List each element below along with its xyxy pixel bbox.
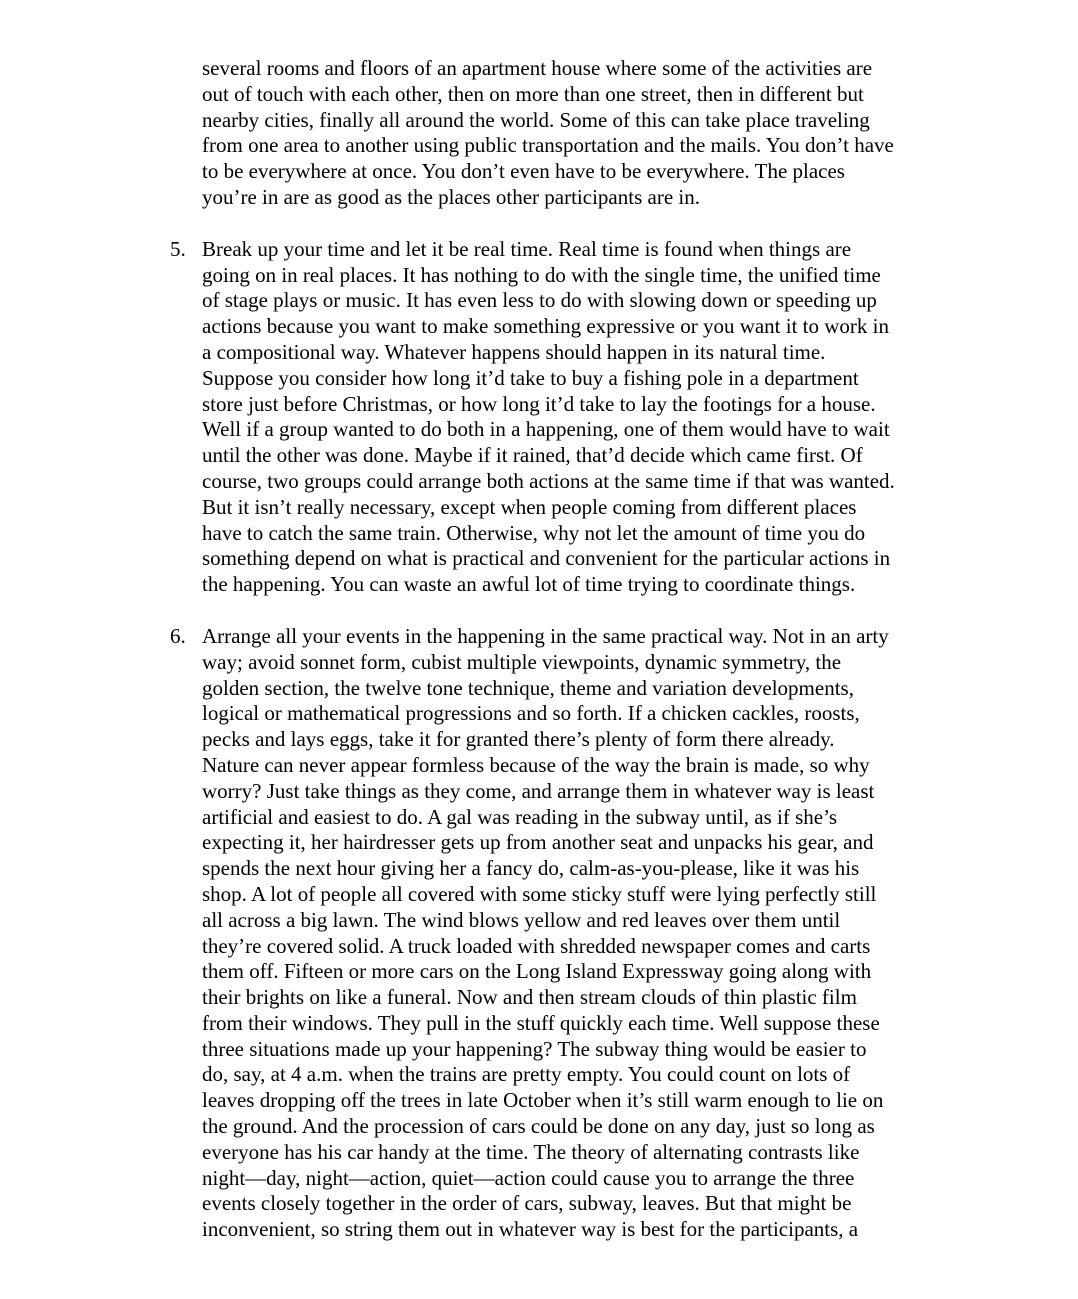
text-line: nearby cities, finally all around the world. Some of this can take place traveling bbox=[202, 107, 870, 132]
text-line: have to catch the same train. Otherwise, why not let the amount of time you do bbox=[202, 520, 866, 545]
text-line: out of touch with each other, then on more than one street, then in different but bbox=[202, 81, 864, 106]
text-line: until the other was done. Maybe if it rained, that’d decide which came first. Of bbox=[202, 443, 863, 468]
text-line: shop. A lot of people all covered with some sticky stuff were lying perfectly still bbox=[202, 881, 877, 906]
list-item-5-text bbox=[202, 237, 1030, 598]
text-line: Arrange all your events in the happening in the same practical way. Not in an arty bbox=[202, 623, 889, 648]
text-line: pecks and lays eggs, take it for granted there’s plenty of form there already. bbox=[202, 727, 835, 752]
list-item-6-text bbox=[202, 624, 1030, 1243]
list-item-5 bbox=[170, 237, 1030, 598]
text-line: several rooms and floors of an apartment house where some of the activities are bbox=[202, 56, 873, 80]
text-line: going on in real places. It has nothing to do with the single time, the unified time bbox=[202, 262, 881, 287]
text-line: events closely together in the order of cars, subway, leaves. But that might be bbox=[202, 1191, 852, 1216]
text-line: from one area to another using public transportation and the mails. You don’t have bbox=[202, 133, 894, 158]
text-line: Well if a group wanted to do both in a happening, one of them would have to wait bbox=[202, 417, 890, 442]
text-line: them off. Fifteen or more cars on the Long Island Expressway going along with bbox=[202, 959, 872, 984]
text-line: they’re covered solid. A truck loaded with shredded newspaper comes and carts bbox=[202, 933, 871, 958]
text-line: the ground. And the procession of cars could be done on any day, just so long as bbox=[202, 1114, 875, 1139]
text-line: store just before Christmas, or how long it’d take to lay the footings for a house. bbox=[202, 391, 876, 416]
text-line: their brights on like a funeral. Now and then stream clouds of thin plastic film bbox=[202, 985, 857, 1010]
text-line: logical or mathematical progressions and so forth. If a chicken cackles, roosts, bbox=[202, 701, 860, 726]
text-line: course, two groups could arrange both actions at the same time if that was wanted. bbox=[202, 468, 895, 493]
text-line: everyone has his car handy at the time. The theory of alternating contrasts like bbox=[202, 1139, 860, 1164]
text-line: expecting it, her hairdresser gets up from another seat and unpacks his gear, and bbox=[202, 830, 874, 855]
text-line: golden section, the twelve tone technique, theme and variation developments, bbox=[202, 675, 854, 700]
text-line: three situations made up your happening? The subway thing would be easier to bbox=[202, 1036, 867, 1061]
text-line: all across a big lawn. The wind blows yellow and red leaves over them until bbox=[202, 907, 841, 932]
text-line: a compositional way. Whatever happens should happen in its natural time. bbox=[202, 339, 826, 364]
text-line: something depend on what is practical and convenient for the particular actions in bbox=[202, 546, 891, 571]
text-line: leaves dropping off the trees in late October when it’s still warm enough to lie on bbox=[202, 1088, 884, 1113]
text-line: from their windows. They pull in the stuff quickly each time. Well suppose these bbox=[202, 1010, 880, 1035]
text-line: of stage plays or music. It has even less to do with slowing down or speeding up bbox=[202, 288, 877, 313]
list-item-6 bbox=[170, 624, 1030, 1243]
text-line: Suppose you consider how long it’d take to buy a fishing pole in a department bbox=[202, 365, 859, 390]
text-line: you’re in are as good as the places other participants are in. bbox=[202, 184, 700, 209]
text-line: night—day, night—action, quiet—action could cause you to arrange the three bbox=[202, 1165, 855, 1190]
text-line: inconvenient, so string them out in whatever way is best for the participants, a bbox=[202, 1217, 859, 1242]
text-line: Nature can never appear formless because of the way the brain is made, so why bbox=[202, 752, 870, 777]
text-line: way; avoid sonnet form, cubist multiple viewpoints, dynamic symmetry, the bbox=[202, 649, 842, 674]
text-line: spends the next hour giving her a fancy do, calm-as-you-please, like it was his bbox=[202, 856, 860, 881]
list-number-6: 6. bbox=[170, 623, 186, 648]
text-line: artificial and easiest to do. A gal was reading in the subway until, as if she’s bbox=[202, 804, 838, 829]
text-line: Break up your time and let it be real time. Real time is found when things are bbox=[202, 236, 852, 261]
text-column bbox=[170, 56, 1030, 1269]
text-line: do, say, at 4 a.m. when the trains are pretty empty. You could count on lots of bbox=[202, 1062, 851, 1087]
paragraph-continuation bbox=[202, 56, 1030, 211]
text-line: But it isn’t really necessary, except when people coming from different places bbox=[202, 494, 857, 519]
text-line: to be everywhere at once. You don’t even have to be everywhere. The places bbox=[202, 159, 845, 184]
text-line: worry? Just take things as they come, and arrange them in whatever way is least bbox=[202, 778, 875, 803]
text-line: the happening. You can waste an awful lot of time trying to coordinate things. bbox=[202, 572, 856, 597]
text-line: actions because you want to make something expressive or you want it to work in bbox=[202, 314, 890, 339]
list-number-5: 5. bbox=[170, 236, 186, 261]
